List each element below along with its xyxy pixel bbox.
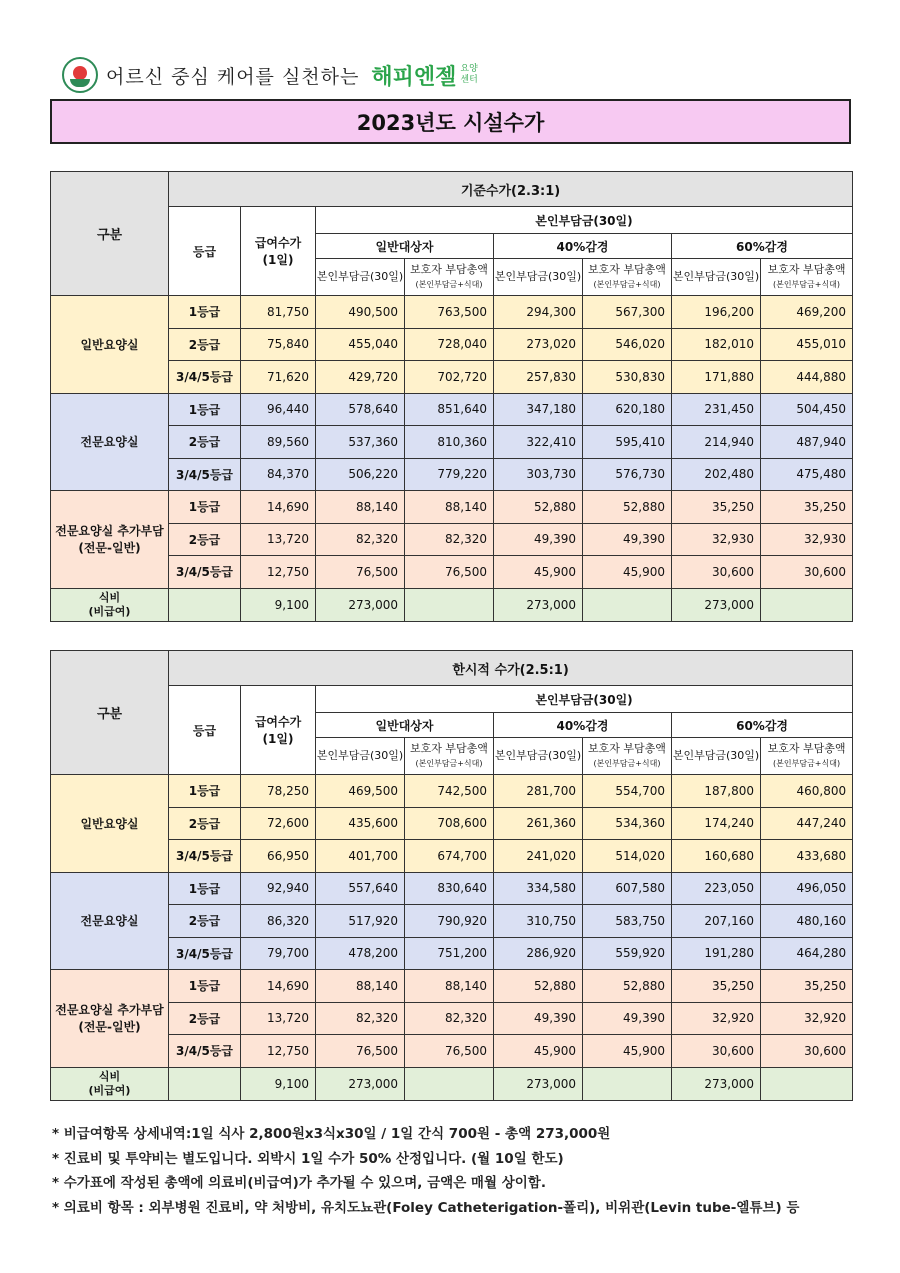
value-cell: 401,700 — [316, 840, 405, 873]
value-cell: 557,640 — [316, 872, 405, 905]
header-reduce60: 60%감경 — [672, 713, 853, 738]
group-label: 전문요양실 추가부담 (전문-일반) — [51, 970, 169, 1068]
value-cell: 13,720 — [241, 1002, 316, 1035]
value-cell: 273,000 — [672, 588, 761, 621]
table-row — [51, 426, 853, 459]
group-label: 일반요양실 — [51, 296, 169, 394]
grade-cell: 3/4/5등급 — [169, 937, 241, 970]
value-cell: 88,140 — [405, 491, 494, 524]
value-cell: 751,200 — [405, 937, 494, 970]
value-cell: 286,920 — [494, 937, 583, 970]
value-cell: 455,040 — [316, 328, 405, 361]
value-cell: 455,010 — [761, 328, 853, 361]
value-cell: 174,240 — [672, 807, 761, 840]
note-line: * 진료비 및 투약비는 별도입니다. 외박시 1일 수가 50% 산정입니다. (월 10일 한도) — [52, 1150, 564, 1167]
value-cell: 30,600 — [672, 1035, 761, 1068]
value-cell: 88,140 — [405, 970, 494, 1003]
value-cell: 9,100 — [241, 1067, 316, 1100]
header-copay-30: 본인부담금(30일) — [316, 686, 853, 713]
value-cell: 435,600 — [316, 807, 405, 840]
value-cell: 45,900 — [494, 1035, 583, 1068]
value-cell: 487,940 — [761, 426, 853, 459]
value-cell: 35,250 — [761, 970, 853, 1003]
value-cell: 75,840 — [241, 328, 316, 361]
table-row — [51, 1035, 853, 1068]
value-cell: 49,390 — [494, 523, 583, 556]
value-cell: 223,050 — [672, 872, 761, 905]
value-cell: 187,800 — [672, 775, 761, 808]
value-cell: 674,700 — [405, 840, 494, 873]
value-cell: 84,370 — [241, 458, 316, 491]
value-cell: 496,050 — [761, 872, 853, 905]
header-guardian-total: 보호자 부담총액 (본인부담금+식대) — [761, 259, 853, 296]
value-cell: 32,920 — [761, 1002, 853, 1035]
value-cell: 49,390 — [583, 523, 672, 556]
value-cell: 82,320 — [316, 523, 405, 556]
group-label: 전문요양실 — [51, 393, 169, 491]
value-cell: 273,020 — [494, 328, 583, 361]
grade-cell: 1등급 — [169, 970, 241, 1003]
fee-table-standard — [50, 171, 853, 622]
note-line: * 의료비 항목 : 외부병원 진료비, 약 처방비, 유치도뇨관(Foley Catheterigation-폴리), 비위관(Levin tube-엘튜브) 등 — [52, 1199, 800, 1216]
header-grade: 등급 — [169, 207, 241, 296]
header-gubun: 구분 — [51, 172, 169, 296]
grade-cell: 3/4/5등급 — [169, 361, 241, 394]
value-cell: 30,600 — [672, 556, 761, 589]
value-cell: 469,200 — [761, 296, 853, 329]
value-cell: 559,920 — [583, 937, 672, 970]
table-row — [51, 556, 853, 589]
slogan: 어르신 중심 케어를 실천하는 — [106, 65, 360, 88]
table-row — [51, 937, 853, 970]
meal-row — [51, 588, 853, 621]
page-header — [62, 55, 478, 95]
value-cell: 9,100 — [241, 588, 316, 621]
value-cell: 214,940 — [672, 426, 761, 459]
value-cell: 790,920 — [405, 905, 494, 938]
value-cell: 433,680 — [761, 840, 853, 873]
value-cell: 52,880 — [583, 491, 672, 524]
value-cell: 191,280 — [672, 937, 761, 970]
header-guardian-total: 보호자 부담총액 (본인부담금+식대) — [405, 259, 494, 296]
value-cell: 534,360 — [583, 807, 672, 840]
header-self-copay: 본인부담금(30일) — [316, 259, 405, 296]
value-cell: 294,300 — [494, 296, 583, 329]
value-cell: 96,440 — [241, 393, 316, 426]
value-cell: 76,500 — [316, 556, 405, 589]
grade-cell: 1등급 — [169, 296, 241, 329]
value-cell: 79,700 — [241, 937, 316, 970]
value-cell: 708,600 — [405, 807, 494, 840]
value-cell: 241,020 — [494, 840, 583, 873]
value-cell: 429,720 — [316, 361, 405, 394]
value-cell: 514,020 — [583, 840, 672, 873]
table-row — [51, 296, 853, 329]
page-title: 2023년도 시설수가 — [50, 99, 851, 144]
value-cell: 728,040 — [405, 328, 494, 361]
value-cell: 76,500 — [405, 556, 494, 589]
value-cell: 607,580 — [583, 872, 672, 905]
value-cell: 86,320 — [241, 905, 316, 938]
value-cell: 207,160 — [672, 905, 761, 938]
value-cell: 537,360 — [316, 426, 405, 459]
value-cell: 273,000 — [672, 1067, 761, 1100]
table-heading: 기준수가(2.3:1) — [169, 172, 853, 207]
value-cell: 35,250 — [761, 491, 853, 524]
value-cell: 89,560 — [241, 426, 316, 459]
value-cell: 347,180 — [494, 393, 583, 426]
value-cell: 13,720 — [241, 523, 316, 556]
value-cell: 702,720 — [405, 361, 494, 394]
table-row — [51, 840, 853, 873]
value-cell: 779,220 — [405, 458, 494, 491]
value-cell: 620,180 — [583, 393, 672, 426]
value-cell: 554,700 — [583, 775, 672, 808]
value-cell: 530,830 — [583, 361, 672, 394]
value-cell: 546,020 — [583, 328, 672, 361]
value-cell: 52,880 — [583, 970, 672, 1003]
value-cell: 469,500 — [316, 775, 405, 808]
header-guardian-total: 보호자 부담총액 (본인부담금+식대) — [761, 738, 853, 775]
value-cell: 49,390 — [494, 1002, 583, 1035]
brand-name: 해피엔젤 — [371, 64, 457, 90]
value-cell: 49,390 — [583, 1002, 672, 1035]
value-cell: 261,360 — [494, 807, 583, 840]
table-row — [51, 807, 853, 840]
grade-cell: 3/4/5등급 — [169, 556, 241, 589]
table-row — [51, 523, 853, 556]
grade-cell: 2등급 — [169, 905, 241, 938]
value-cell: 171,880 — [672, 361, 761, 394]
value-cell: 32,930 — [672, 523, 761, 556]
value-cell: 504,450 — [761, 393, 853, 426]
grade-cell: 3/4/5등급 — [169, 458, 241, 491]
table-row — [51, 491, 853, 524]
value-cell: 88,140 — [316, 970, 405, 1003]
value-cell: 464,280 — [761, 937, 853, 970]
value-cell: 231,450 — [672, 393, 761, 426]
value-cell: 196,200 — [672, 296, 761, 329]
value-cell: 517,920 — [316, 905, 405, 938]
value-cell: 32,930 — [761, 523, 853, 556]
value-cell: 30,600 — [761, 556, 853, 589]
header-self-copay: 본인부담금(30일) — [672, 259, 761, 296]
value-cell: 45,900 — [583, 556, 672, 589]
value-cell: 480,160 — [761, 905, 853, 938]
meal-label: 식비 (비급여) — [51, 1067, 169, 1100]
value-cell: 78,250 — [241, 775, 316, 808]
grade-cell: 1등급 — [169, 491, 241, 524]
value-cell: 851,640 — [405, 393, 494, 426]
value-cell: 52,880 — [494, 970, 583, 1003]
table-row — [51, 905, 853, 938]
grade-cell: 2등급 — [169, 426, 241, 459]
value-cell: 595,410 — [583, 426, 672, 459]
header-self-copay: 본인부담금(30일) — [316, 738, 405, 775]
grade-cell: 1등급 — [169, 393, 241, 426]
value-cell: 576,730 — [583, 458, 672, 491]
brand-sub: 요양 센터 — [460, 64, 478, 85]
value-cell: 35,250 — [672, 491, 761, 524]
value-cell: 334,580 — [494, 872, 583, 905]
value-cell: 12,750 — [241, 556, 316, 589]
value-cell: 810,360 — [405, 426, 494, 459]
value-cell: 30,600 — [761, 1035, 853, 1068]
value-cell: 12,750 — [241, 1035, 316, 1068]
table-row — [51, 328, 853, 361]
header-guardian-total: 보호자 부담총액 (본인부담금+식대) — [583, 259, 672, 296]
header-reduce40: 40%감경 — [494, 234, 672, 259]
header-benefit: 급여수가 (1일) — [241, 207, 316, 296]
value-cell: 281,700 — [494, 775, 583, 808]
header-guardian-total: 보호자 부담총액 (본인부담금+식대) — [405, 738, 494, 775]
group-label: 전문요양실 — [51, 872, 169, 970]
header-self-copay: 본인부담금(30일) — [494, 259, 583, 296]
header-self-copay: 본인부담금(30일) — [672, 738, 761, 775]
value-cell: 763,500 — [405, 296, 494, 329]
meal-row — [51, 1067, 853, 1100]
value-cell: 202,480 — [672, 458, 761, 491]
value-cell: 273,000 — [494, 588, 583, 621]
table-row — [51, 970, 853, 1003]
value-cell: 257,830 — [494, 361, 583, 394]
header-grade: 등급 — [169, 686, 241, 775]
value-cell: 14,690 — [241, 970, 316, 1003]
value-cell: 14,690 — [241, 491, 316, 524]
value-cell: 447,240 — [761, 807, 853, 840]
value-cell: 82,320 — [405, 523, 494, 556]
table-row — [51, 393, 853, 426]
header-guardian-total: 보호자 부담총액 (본인부담금+식대) — [583, 738, 672, 775]
table-heading: 한시적 수가(2.5:1) — [169, 651, 853, 686]
grade-cell: 1등급 — [169, 775, 241, 808]
value-cell: 66,950 — [241, 840, 316, 873]
value-cell: 92,940 — [241, 872, 316, 905]
value-cell: 475,480 — [761, 458, 853, 491]
header-reduce60: 60%감경 — [672, 234, 853, 259]
grade-cell: 1등급 — [169, 872, 241, 905]
value-cell: 742,500 — [405, 775, 494, 808]
center-logo-icon — [62, 57, 98, 93]
value-cell: 460,800 — [761, 775, 853, 808]
value-cell: 567,300 — [583, 296, 672, 329]
table-row — [51, 775, 853, 808]
value-cell: 160,680 — [672, 840, 761, 873]
grade-cell: 2등급 — [169, 1002, 241, 1035]
note-line: * 비급여항목 상세내역:1일 식사 2,800원x3식x30일 / 1일 간식 700원 - 총액 273,000원 — [52, 1126, 611, 1142]
value-cell: 35,250 — [672, 970, 761, 1003]
group-label: 일반요양실 — [51, 775, 169, 873]
table-row — [51, 458, 853, 491]
value-cell: 81,750 — [241, 296, 316, 329]
value-cell: 52,880 — [494, 491, 583, 524]
value-cell: 273,000 — [316, 1067, 405, 1100]
value-cell: 45,900 — [583, 1035, 672, 1068]
header-gubun: 구분 — [51, 651, 169, 775]
meal-label: 식비 (비급여) — [51, 588, 169, 621]
value-cell: 478,200 — [316, 937, 405, 970]
value-cell: 310,750 — [494, 905, 583, 938]
value-cell: 182,010 — [672, 328, 761, 361]
header-general: 일반대상자 — [316, 713, 494, 738]
grade-cell: 2등급 — [169, 328, 241, 361]
grade-cell: 3/4/5등급 — [169, 840, 241, 873]
value-cell: 322,410 — [494, 426, 583, 459]
group-label: 전문요양실 추가부담 (전문-일반) — [51, 491, 169, 589]
value-cell: 82,320 — [316, 1002, 405, 1035]
value-cell: 490,500 — [316, 296, 405, 329]
table-row — [51, 1002, 853, 1035]
value-cell: 88,140 — [316, 491, 405, 524]
header-benefit: 급여수가 (1일) — [241, 686, 316, 775]
header-self-copay: 본인부담금(30일) — [494, 738, 583, 775]
header-general: 일반대상자 — [316, 234, 494, 259]
value-cell: 71,620 — [241, 361, 316, 394]
table-row — [51, 361, 853, 394]
table-row — [51, 872, 853, 905]
value-cell: 45,900 — [494, 556, 583, 589]
value-cell: 72,600 — [241, 807, 316, 840]
value-cell: 76,500 — [316, 1035, 405, 1068]
notes — [52, 1122, 799, 1220]
value-cell: 76,500 — [405, 1035, 494, 1068]
value-cell: 82,320 — [405, 1002, 494, 1035]
value-cell: 273,000 — [316, 588, 405, 621]
grade-cell: 2등급 — [169, 523, 241, 556]
value-cell: 506,220 — [316, 458, 405, 491]
value-cell: 273,000 — [494, 1067, 583, 1100]
value-cell: 830,640 — [405, 872, 494, 905]
grade-cell: 2등급 — [169, 807, 241, 840]
value-cell: 303,730 — [494, 458, 583, 491]
value-cell: 583,750 — [583, 905, 672, 938]
fee-table-temporary — [50, 650, 853, 1101]
value-cell: 444,880 — [761, 361, 853, 394]
header-reduce40: 40%감경 — [494, 713, 672, 738]
value-cell: 32,920 — [672, 1002, 761, 1035]
note-line: * 수가표에 작성된 총액에 의료비(비급여)가 추가될 수 있으며, 금액은 매월 상이함. — [52, 1175, 546, 1191]
value-cell: 578,640 — [316, 393, 405, 426]
grade-cell: 3/4/5등급 — [169, 1035, 241, 1068]
header-copay-30: 본인부담금(30일) — [316, 207, 853, 234]
